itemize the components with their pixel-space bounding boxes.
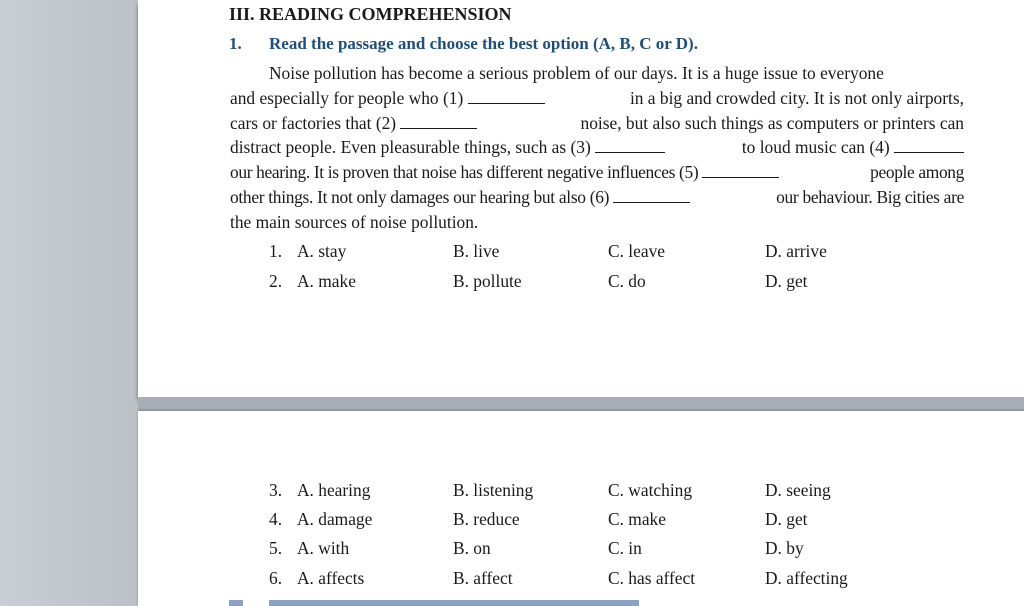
option-d[interactable]: D. by (765, 538, 804, 558)
option-number: 5. (269, 538, 283, 558)
option-d[interactable]: D. get (765, 271, 808, 291)
passage-text: cars or factories that (2) (230, 112, 397, 133)
passage-text: other things. It not only damages our hearing but also (6) (230, 186, 610, 207)
option-b[interactable]: B. live (453, 241, 500, 261)
passage-line (230, 160, 964, 185)
option-number: 2. (269, 271, 283, 291)
blank-1 (468, 87, 545, 104)
option-d[interactable]: D. arrive (765, 241, 827, 261)
passage-text: in a big and crowded city. It is not only airports, (629, 87, 964, 108)
option-d[interactable]: D. seeing (765, 480, 831, 500)
passage-text: Noise pollution has become a serious problem of our days. It is a huge issue to everyone (269, 63, 884, 83)
option-b[interactable]: B. reduce (453, 509, 520, 529)
option-a[interactable]: A. make (297, 271, 356, 291)
passage-line (230, 210, 964, 235)
option-number: 6. (269, 568, 283, 588)
option-b[interactable]: B. affect (453, 568, 513, 588)
option-c[interactable]: C. has affect (608, 568, 696, 588)
passage-line (230, 61, 964, 86)
option-row-1 (269, 241, 346, 262)
option-c[interactable]: C. do (608, 271, 646, 291)
option-row-5 (269, 538, 349, 559)
passage-line (230, 185, 964, 210)
option-row-6 (269, 568, 364, 589)
passage-line (230, 135, 964, 160)
option-d[interactable]: D. get (765, 509, 808, 529)
passage-text: our behaviour. Big cities are (776, 186, 964, 207)
page-gap (138, 397, 1024, 411)
question-instruction: Read the passage and choose the best option (A, B, C or D). (269, 34, 698, 53)
cut-off-heading-text (269, 600, 639, 606)
passage-line (230, 86, 964, 111)
passage-text: to loud music can (4) (741, 137, 890, 158)
option-row-4 (269, 509, 372, 530)
option-a[interactable]: A. with (297, 538, 350, 558)
passage-text: noise, but also such things as computers or printers can (580, 112, 964, 133)
option-c[interactable]: C. in (608, 538, 642, 558)
option-c[interactable]: C. leave (608, 241, 665, 261)
option-c[interactable]: C. watching (608, 480, 693, 500)
passage-text: our hearing. It is proven that noise has different negative influences (5) (230, 162, 699, 183)
option-a[interactable]: A. hearing (297, 480, 371, 500)
question-number: 1. (229, 34, 242, 53)
option-row-2 (269, 271, 356, 292)
passage-text: people among (870, 162, 964, 183)
blank-4 (894, 136, 964, 153)
cut-off-heading-number (229, 600, 243, 606)
section-title: III. READING COMPREHENSION (229, 4, 512, 24)
passage-text: distract people. Even pleasurable things, such as (3) (230, 137, 591, 158)
passage-text: and especially for people who (1) (230, 87, 464, 108)
option-a[interactable]: A. damage (297, 509, 373, 529)
option-row-3 (269, 480, 370, 501)
option-number: 4. (269, 509, 283, 529)
passage (230, 61, 964, 235)
option-d[interactable]: D. affecting (765, 568, 848, 588)
option-b[interactable]: B. on (453, 538, 491, 558)
option-b[interactable]: B. listening (453, 480, 534, 500)
option-number: 3. (269, 480, 283, 500)
blank-3 (595, 136, 665, 153)
option-number: 1. (269, 241, 283, 261)
passage-text: the main sources of noise pollution. (230, 211, 479, 232)
app-background (0, 0, 138, 606)
blank-6 (613, 186, 690, 203)
option-c[interactable]: C. make (608, 509, 666, 529)
option-b[interactable]: B. pollute (453, 271, 522, 291)
passage-line (230, 111, 964, 136)
blank-5 (702, 161, 779, 178)
option-a[interactable]: A. affects (297, 568, 365, 588)
blank-2 (400, 112, 477, 129)
option-a[interactable]: A. stay (297, 241, 347, 261)
